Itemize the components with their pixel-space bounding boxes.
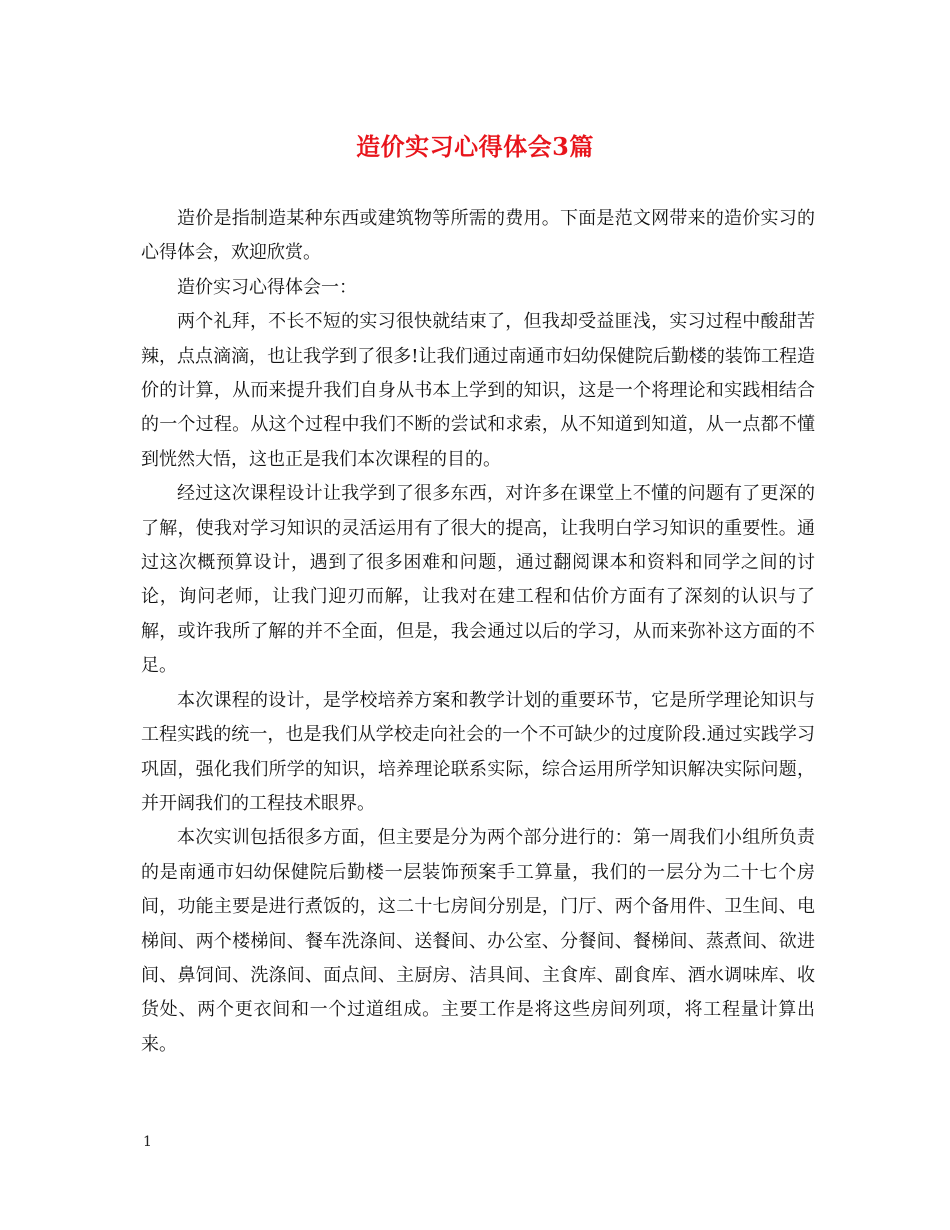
page-number: 1 xyxy=(143,1134,152,1150)
document-body xyxy=(141,202,815,1062)
paragraph: 本次实训包括很多方面，但主要是分为两个部分进行的：第一周我们小组所负责的是南通市妇幼保健院后勤楼一层装饰预案手工算量，我们的一层分为二十七个房间，功能主要是进行煮饭的，这二十七房间分别是，门厅、两个备用件、卫生间、电梯间、两个楼梯间、餐车洗涤间、送餐间、办公室、分餐间、餐梯间、蒸煮间、欲进间、鼻饲间、洗涤间、面点间、主厨房、洁具间、主食库、副食库、酒水调味库、收货处、两个更衣间和一个过道组成。主要工作是将这些房间列项，将工程量计算出来。 xyxy=(141,827,815,1055)
paragraph: 经过这次课程设计让我学到了很多东西，对许多在课堂上不懂的问题有了更深的了解，使我对学习知识的灵活运用有了很大的提高，让我明白学习知识的重要性。通过这次概预算设计，遇到了很多困难和问题，通过翻阅课本和资料和同学之间的讨论，询问老师，让我门迎刃而解，让我对在建工程和估价方面有了深刻的认识与了解，或许我所了解的并不全面，但是，我会通过以后的学习，从而来弥补这方面的不足。 xyxy=(141,483,815,677)
document-title: 造价实习心得体会3篇 xyxy=(356,132,594,161)
paragraph-intro: 造价是指制造某种东西或建筑物等所需的费用。下面是范文网带来的造价实习的心得体会，欢迎欣赏。 xyxy=(141,208,815,264)
section-heading-one: 造价实习心得体会一： xyxy=(177,276,357,298)
paragraph: 本次课程的设计，是学校培养方案和教学计划的重要环节，它是所学理论知识与工程实践的统一，也是我们从学校走向社会的一个不可缺少的过度阶段.通过实践学习巩固，强化我们所学的知识，培养理论联系实际，综合运用所学知识解决实际问题，并开阔我们的工程技术眼界。 xyxy=(141,689,815,814)
paragraph: 两个礼拜，不长不短的实习很快就结束了，但我却受益匪浅，实习过程中酸甜苦辣，点点滴滴，也让我学到了很多!让我们通过南通市妇幼保健院后勤楼的装饰工程造价的计算，从而来提升我们自身从书本上学到的知识，这是一个将理论和实践相结合的一个过程。从这个过程中我们不断的尝试和求索，从不知道到知道，从一点都不懂到恍然大悟，这也正是我们本次课程的目的。 xyxy=(141,311,815,470)
